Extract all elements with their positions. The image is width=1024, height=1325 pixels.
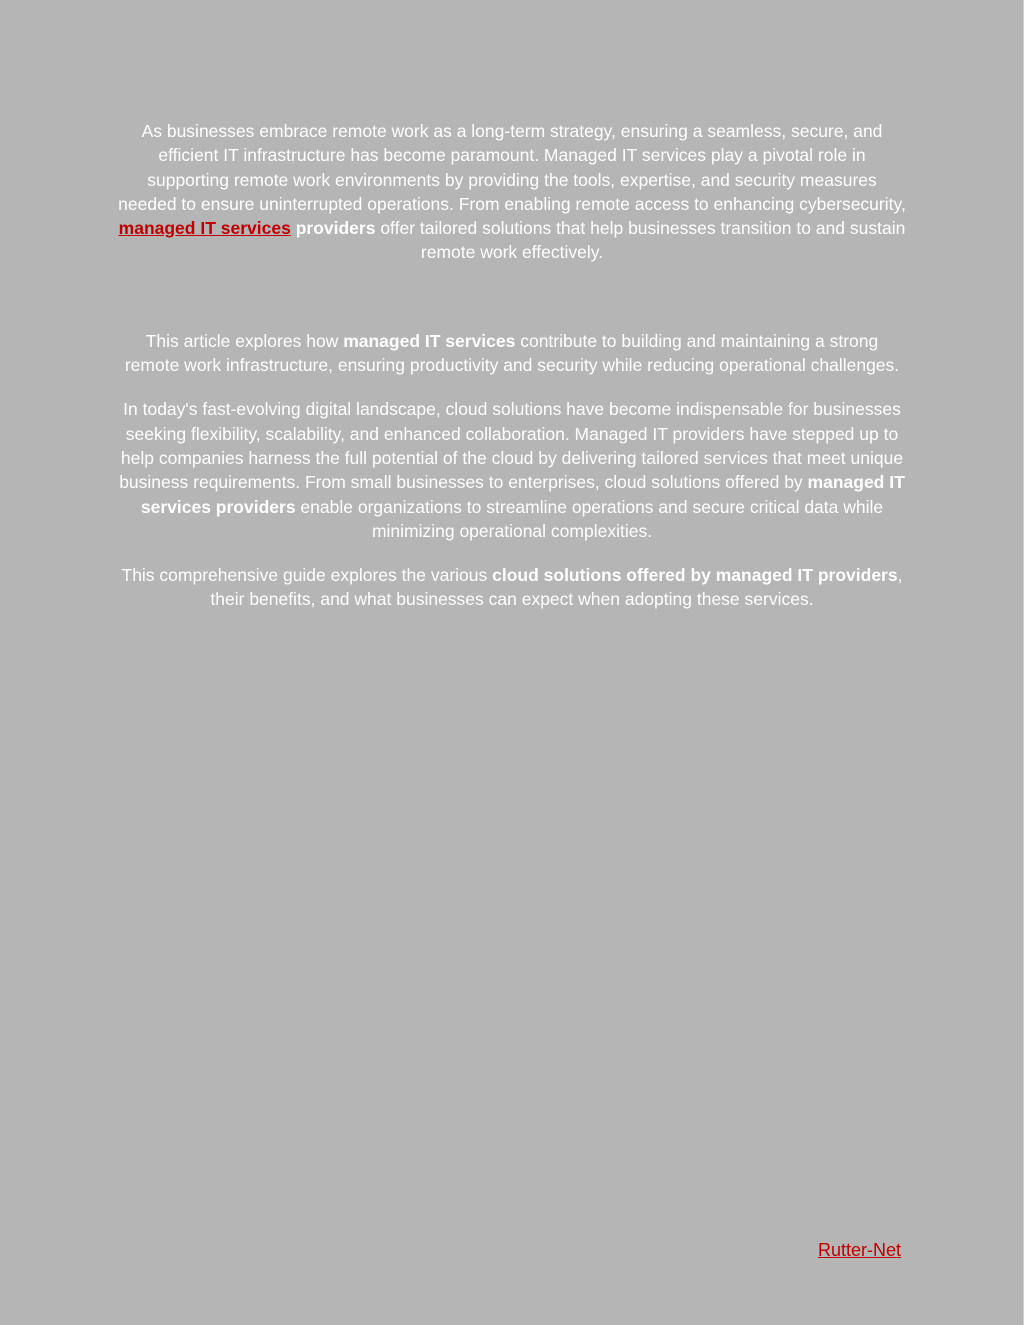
paragraph-article-scope-text: This article explores how [145,330,344,351]
paragraph-article-scope [118,329,906,378]
paragraph-intro-bold: providers [290,218,376,239]
paragraph-article-scope-text-end: contribute to building and maintaining a strong remote work infrastructure, ensuring productivity and security while reducing operational challenges. [124,330,900,376]
paragraph-guide-overview-text-end: , their benefits, and what businesses can expect when adopting these services. [210,565,903,610]
paragraph-intro-text-end: offer tailored solutions that help businesses transition to and sustain remote work effectively. [375,218,906,263]
paragraph-cloud-landscape-bold: managed IT services providers [140,472,905,517]
paragraph-guide-overview-text: This comprehensive guide explores the various [121,565,493,586]
paragraph-intro [118,119,906,265]
rutter-net-link[interactable]: Rutter-Net [817,1240,901,1260]
paragraph-guide-overview [118,563,906,612]
paragraph-intro-text: As businesses embrace remote work as a long-term strategy, ensuring a seamless, secure, and efficient IT infrastructure has become paramount. Managed IT services play a pivotal role in supporting remote work environments by providing the tools, expertise, and security measures needed to ensure uninterrupted operations. From enabling remote access to enhancing cybersecurity, [118,121,906,214]
paragraph-article-scope-bold: managed IT services [343,330,516,351]
paragraph-guide-overview-bold: cloud solutions offered by managed IT providers [492,565,898,586]
paragraph-cloud-landscape-text-end: enable organizations to streamline operations and secure critical data while minimizing operational complexities. [295,496,884,541]
managed-it-services-link[interactable]: managed IT services [118,218,291,239]
paragraph-cloud-landscape-text: In today's fast-evolving digital landscape, cloud solutions have become indispensable for businesses seeking flexibility, scalability, and enhanced collaboration. Managed IT providers have stepped up to help companies harness the full potential of the cloud by delivering tailored services that meet unique business requirements. From small businesses to enterprises, cloud solutions offered by [119,399,904,493]
article-body [118,119,906,612]
paragraph-cloud-landscape [118,397,906,543]
